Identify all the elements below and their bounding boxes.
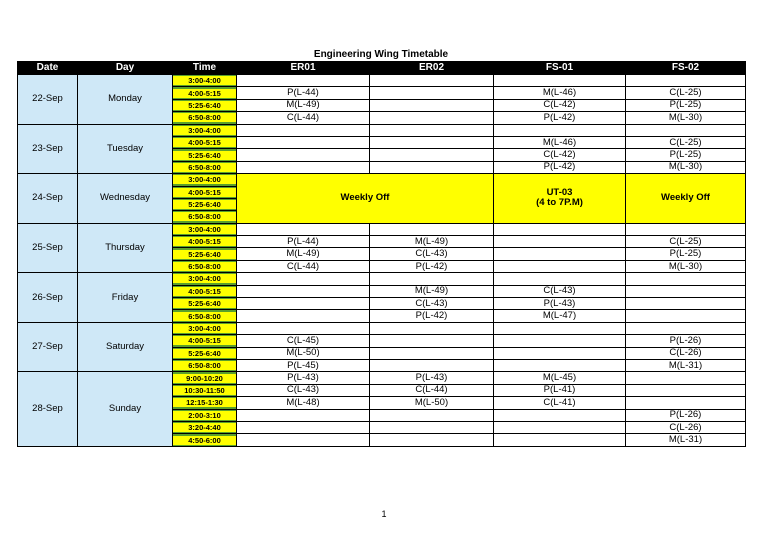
time-slot-cell [173, 112, 237, 124]
time-slot-label: 12:15-1:30 [173, 398, 236, 407]
fs01-class-cell [494, 273, 626, 285]
time-slot-cell [173, 260, 237, 272]
time-slot-cell [173, 322, 237, 334]
time-slot-cell [173, 174, 237, 186]
time-slot-label: 3:20-4:40 [173, 423, 236, 432]
fs02-class-cell [626, 223, 746, 235]
er01-class-cell [237, 223, 370, 235]
page-title: Engineering Wing Timetable [313, 49, 449, 60]
er01-class-cell [237, 161, 370, 173]
table-row [18, 124, 746, 136]
time-slot-cell [173, 421, 237, 433]
er02-class-cell: C(L-43) [370, 298, 494, 310]
time-slot-cell [173, 124, 237, 136]
er02-class-cell: C(L-44) [370, 384, 494, 396]
er02-class-cell [370, 136, 494, 148]
er01-class-cell: M(L-49) [237, 99, 370, 111]
time-slot-label: 4:00-5:15 [173, 336, 236, 345]
time-slot-cell [173, 359, 237, 371]
time-slot-cell [173, 335, 237, 347]
fs01-class-cell [494, 335, 626, 347]
time-slot-label: 4:50-6:00 [173, 436, 236, 445]
fs02-class-cell [626, 397, 746, 409]
fs01-class-cell [494, 248, 626, 260]
fs01-class-cell: M(L-45) [494, 372, 626, 384]
time-slot-label: 6:50-8:00 [173, 262, 236, 271]
er02-class-cell: M(L-50) [370, 397, 494, 409]
date-cell: 25-Sep [18, 223, 78, 273]
day-cell: Tuesday [78, 124, 173, 174]
er01-class-cell [237, 124, 370, 136]
day-cell: Friday [78, 273, 173, 323]
time-slot-label: 6:50-8:00 [173, 212, 236, 221]
er01-class-cell: P(L-43) [237, 372, 370, 384]
fs01-class-cell: M(L-46) [494, 136, 626, 148]
fs02-class-cell: M(L-31) [626, 359, 746, 371]
time-slot-cell [173, 409, 237, 421]
fs01-class-cell [494, 124, 626, 136]
fs02-class-cell: M(L-30) [626, 112, 746, 124]
er01-class-cell: C(L-43) [237, 384, 370, 396]
er02-class-cell [370, 223, 494, 235]
er01-class-cell: M(L-50) [237, 347, 370, 359]
er01-class-cell: M(L-49) [237, 248, 370, 260]
time-slot-label: 3:00-4:00 [173, 175, 236, 184]
fs02-class-cell [626, 75, 746, 87]
er02-class-cell [370, 124, 494, 136]
time-slot-cell [173, 149, 237, 161]
fs02-class-cell: C(L-26) [626, 421, 746, 433]
er02-class-cell: M(L-49) [370, 285, 494, 297]
unit-test-time: (4 to 7P.M) [536, 197, 583, 209]
time-slot-cell [173, 211, 237, 223]
table-row [18, 223, 746, 235]
fs02-class-cell: P(L-26) [626, 409, 746, 421]
fs01-class-cell [494, 434, 626, 446]
er02-class-cell [370, 149, 494, 161]
fs02-class-cell: C(L-25) [626, 136, 746, 148]
fs02-class-cell: C(L-25) [626, 87, 746, 99]
fs01-class-cell: C(L-42) [494, 99, 626, 111]
er01-class-cell: P(L-45) [237, 359, 370, 371]
time-slot-cell [173, 397, 237, 409]
time-slot-cell [173, 161, 237, 173]
date-cell: 27-Sep [18, 322, 78, 372]
fs02-class-cell [626, 322, 746, 334]
fs02-class-cell [626, 285, 746, 297]
header-day: Day [78, 62, 173, 75]
fs01-class-cell [494, 260, 626, 272]
er02-class-cell [370, 347, 494, 359]
er02-class-cell [370, 75, 494, 87]
time-slot-cell [173, 248, 237, 260]
er01-class-cell: M(L-48) [237, 397, 370, 409]
er02-class-cell [370, 161, 494, 173]
fs02-class-cell: M(L-30) [626, 260, 746, 272]
time-slot-cell [173, 75, 237, 87]
er02-class-cell [370, 112, 494, 124]
fs02-class-cell: P(L-25) [626, 99, 746, 111]
er01-class-cell [237, 421, 370, 433]
fs02-class-cell [626, 310, 746, 322]
header-er02: ER02 [370, 62, 494, 75]
time-slot-label: 3:00-4:00 [173, 324, 236, 333]
fs02-class-cell [626, 298, 746, 310]
er02-class-cell: P(L-42) [370, 260, 494, 272]
fs01-unit-test [494, 174, 626, 224]
fs01-class-cell [494, 75, 626, 87]
er01-class-cell [237, 149, 370, 161]
fs02-class-cell: C(L-25) [626, 236, 746, 248]
fs02-class-cell: C(L-26) [626, 347, 746, 359]
fs01-class-cell [494, 409, 626, 421]
time-slot-cell [173, 236, 237, 248]
er-weekly-off: Weekly Off [237, 174, 494, 224]
table-row [18, 372, 746, 384]
er01-class-cell [237, 310, 370, 322]
time-slot-cell [173, 372, 237, 384]
header-row [18, 62, 746, 75]
er01-class-cell [237, 285, 370, 297]
time-slot-label: 6:50-8:00 [173, 361, 236, 370]
time-slot-label: 2:00-3:10 [173, 411, 236, 420]
day-cell: Wednesday [78, 174, 173, 224]
date-cell: 23-Sep [18, 124, 78, 174]
header-date: Date [18, 62, 78, 75]
unit-test-name: UT-03 [546, 187, 573, 199]
er02-class-cell [370, 273, 494, 285]
er02-class-cell [370, 322, 494, 334]
fs01-class-cell [494, 347, 626, 359]
er02-class-cell [370, 87, 494, 99]
time-slot-label: 3:00-4:00 [173, 225, 236, 234]
er01-class-cell [237, 434, 370, 446]
time-slot-label: 5:25-6:40 [173, 151, 236, 160]
day-cell: Saturday [78, 322, 173, 372]
time-slot-label: 5:25-6:40 [173, 299, 236, 308]
time-slot-label: 6:50-8:00 [173, 113, 236, 122]
time-slot-cell [173, 87, 237, 99]
day-cell: Sunday [78, 372, 173, 446]
date-cell: 22-Sep [18, 75, 78, 125]
fs02-weekly-off: Weekly Off [626, 174, 746, 224]
fs01-class-cell [494, 359, 626, 371]
fs02-class-cell [626, 124, 746, 136]
timetable-body [18, 75, 746, 447]
time-slot-cell [173, 310, 237, 322]
time-slot-label: 5:25-6:40 [173, 200, 236, 209]
fs01-class-cell: P(L-41) [494, 384, 626, 396]
date-cell: 24-Sep [18, 174, 78, 224]
time-slot-cell [173, 136, 237, 148]
page-number: 1 [381, 509, 387, 519]
er02-class-cell [370, 421, 494, 433]
timetable [17, 61, 746, 447]
er01-class-cell [237, 75, 370, 87]
time-slot-label: 3:00-4:00 [173, 126, 236, 135]
er02-class-cell [370, 99, 494, 111]
er02-class-cell [370, 434, 494, 446]
er01-class-cell: C(L-44) [237, 260, 370, 272]
er01-class-cell: P(L-44) [237, 236, 370, 248]
er02-class-cell: C(L-43) [370, 248, 494, 260]
er01-class-cell [237, 136, 370, 148]
time-slot-label: 5:25-6:40 [173, 101, 236, 110]
fs02-class-cell: P(L-25) [626, 149, 746, 161]
er01-class-cell [237, 322, 370, 334]
header-time: Time [173, 62, 237, 75]
er02-class-cell: M(L-49) [370, 236, 494, 248]
time-slot-cell [173, 434, 237, 446]
table-row [18, 322, 746, 334]
time-slot-label: 5:25-6:40 [173, 349, 236, 358]
day-cell: Monday [78, 75, 173, 125]
er02-class-cell [370, 359, 494, 371]
fs01-class-cell [494, 223, 626, 235]
fs01-class-cell: C(L-43) [494, 285, 626, 297]
date-cell: 26-Sep [18, 273, 78, 323]
fs02-class-cell: P(L-25) [626, 248, 746, 260]
time-slot-cell [173, 347, 237, 359]
time-slot-cell [173, 223, 237, 235]
table-row [18, 273, 746, 285]
er01-class-cell [237, 409, 370, 421]
er01-class-cell [237, 298, 370, 310]
fs01-class-cell: P(L-42) [494, 112, 626, 124]
time-slot-label: 4:00-5:15 [173, 138, 236, 147]
date-cell: 28-Sep [18, 372, 78, 446]
time-slot-label: 9:00-10:20 [173, 374, 236, 383]
fs02-class-cell [626, 372, 746, 384]
er02-class-cell: P(L-43) [370, 372, 494, 384]
table-row [18, 75, 746, 87]
fs01-class-cell [494, 421, 626, 433]
time-slot-cell [173, 99, 237, 111]
time-slot-label: 3:00-4:00 [173, 274, 236, 283]
time-slot-label: 4:00-5:15 [173, 89, 236, 98]
header-fs02: FS-02 [626, 62, 746, 75]
er01-class-cell: C(L-45) [237, 335, 370, 347]
time-slot-label: 3:00-4:00 [173, 76, 236, 85]
fs01-class-cell: P(L-43) [494, 298, 626, 310]
er01-class-cell: P(L-44) [237, 87, 370, 99]
fs02-class-cell: P(L-26) [626, 335, 746, 347]
fs02-class-cell [626, 384, 746, 396]
er02-class-cell [370, 335, 494, 347]
er01-class-cell: C(L-44) [237, 112, 370, 124]
fs01-class-cell: C(L-42) [494, 149, 626, 161]
er02-class-cell [370, 409, 494, 421]
time-slot-cell [173, 198, 237, 210]
header-fs01: FS-01 [494, 62, 626, 75]
er02-class-cell: P(L-42) [370, 310, 494, 322]
time-slot-label: 4:00-5:15 [173, 188, 236, 197]
er01-class-cell [237, 273, 370, 285]
time-slot-label: 4:00-5:15 [173, 287, 236, 296]
fs01-class-cell [494, 236, 626, 248]
time-slot-cell [173, 384, 237, 396]
time-slot-label: 4:00-5:15 [173, 237, 236, 246]
table-row [18, 174, 746, 186]
fs01-class-cell: M(L-46) [494, 87, 626, 99]
time-slot-label: 10:30-11:50 [173, 386, 236, 395]
time-slot-label: 5:25-6:40 [173, 250, 236, 259]
fs01-class-cell: M(L-47) [494, 310, 626, 322]
fs02-class-cell: M(L-31) [626, 434, 746, 446]
time-slot-cell [173, 285, 237, 297]
fs02-class-cell [626, 273, 746, 285]
fs01-class-cell: C(L-41) [494, 397, 626, 409]
time-slot-label: 6:50-8:00 [173, 312, 236, 321]
timetable-sheet [17, 48, 745, 447]
header-er01: ER01 [237, 62, 370, 75]
fs02-class-cell: M(L-30) [626, 161, 746, 173]
fs01-class-cell [494, 322, 626, 334]
time-slot-label: 6:50-8:00 [173, 163, 236, 172]
time-slot-cell [173, 298, 237, 310]
day-cell: Thursday [78, 223, 173, 273]
fs01-class-cell: P(L-42) [494, 161, 626, 173]
time-slot-cell [173, 186, 237, 198]
time-slot-cell [173, 273, 237, 285]
